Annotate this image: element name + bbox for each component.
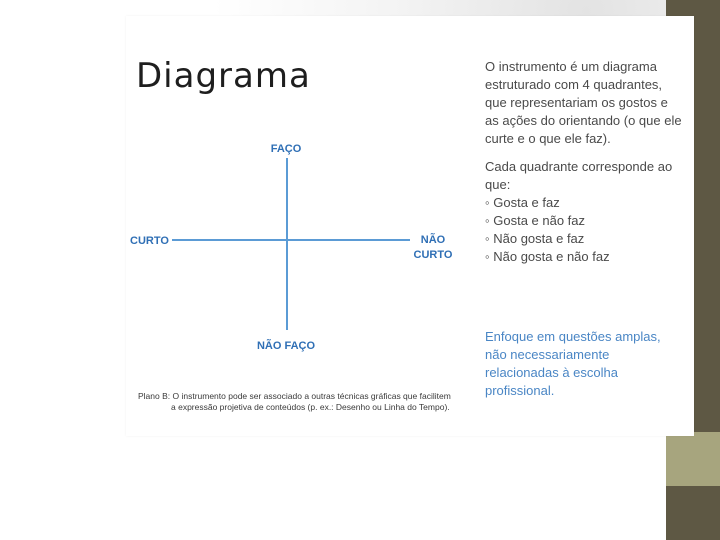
description-paragraph-1: O instrumento é um diagrama estruturado com 4 quadrantes, que representariam os gostos e as ações do orientando (o que ele curte e o que ele faz).: [485, 59, 682, 146]
caption-line-2: a expressão projetiva de conteúdos (p. ex.: Desenho ou Linha do Tempo).: [171, 402, 450, 412]
axis-label-bottom: NÃO FAÇO: [256, 340, 316, 352]
axis-label-right-line2: CURTO: [413, 249, 453, 261]
axis-label-left: CURTO: [130, 235, 169, 247]
horizontal-axis: [172, 239, 410, 241]
description-text: [485, 58, 685, 266]
vertical-axis: [286, 158, 288, 330]
diagram-caption: [138, 391, 468, 413]
caption-line-1: Plano B: O instrumento pode ser associado a outras técnicas gráficas que facilitem: [138, 391, 451, 401]
axis-label-right: [412, 233, 454, 263]
list-item: ◦ Não gosta e faz: [485, 230, 685, 248]
right-accent-block: [666, 432, 720, 486]
list-item: ◦ Gosta e não faz: [485, 212, 685, 230]
highlight-note: Enfoque em questões amplas, não necessariamente relacionadas à escolha profissional.: [485, 329, 661, 398]
axis-label-top: FAÇO: [270, 143, 302, 155]
list-item: ◦ Não gosta e não faz: [485, 248, 685, 266]
description-paragraph-2: Cada quadrante corresponde ao que:: [485, 159, 673, 192]
quadrant-list: [485, 194, 685, 266]
slide-title: Diagrama: [136, 56, 311, 96]
list-item: ◦ Gosta e faz: [485, 194, 685, 212]
axis-label-right-line1: NÃO: [420, 234, 446, 246]
